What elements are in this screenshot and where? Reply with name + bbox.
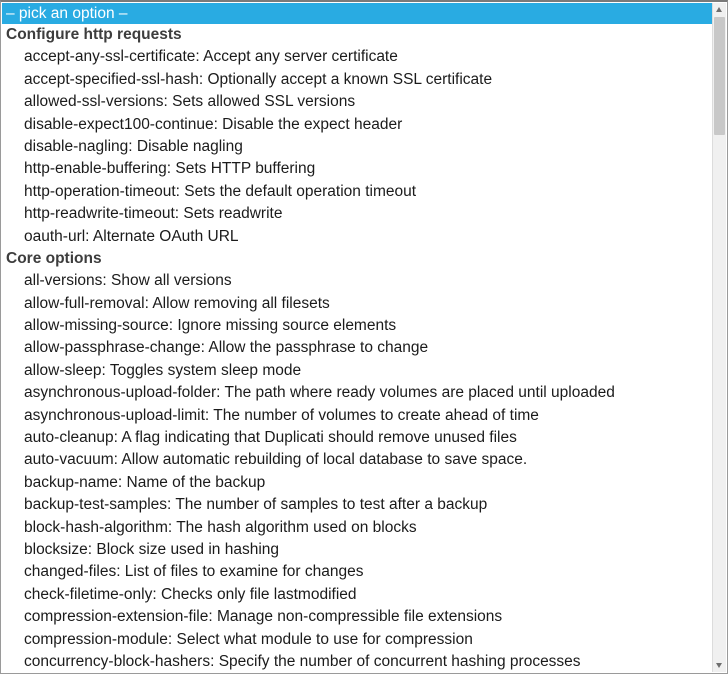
list-item[interactable]: backup-test-samples: The number of samples to test after a backup: [24, 496, 488, 514]
list-item[interactable]: check-filetime-only: Checks only file lastmodified: [24, 585, 357, 603]
list-item[interactable]: allowed-ssl-versions: Sets allowed SSL versions: [24, 93, 356, 111]
list-item[interactable]: accept-any-ssl-certificate: Accept any server certificate: [24, 48, 398, 66]
list-item[interactable]: compression-extension-file: Manage non-compressible file extensions: [24, 608, 503, 626]
optgroup-label-http-requests: Configure http requests: [6, 26, 182, 43]
optgroup-label-core-options: Core options: [6, 249, 102, 267]
list-item[interactable]: concurrency-block-hashers: Specify the number of concurrent hashing processes: [24, 652, 581, 670]
list-item[interactable]: http-operation-timeout: Sets the default operation timeout: [24, 182, 417, 200]
list-item[interactable]: block-hash-algorithm: The hash algorithm used on blocks: [24, 518, 417, 536]
list-item[interactable]: disable-nagling: Disable nagling: [24, 137, 243, 155]
list-item[interactable]: allow-full-removal: Allow removing all filesets: [24, 294, 330, 312]
list-item[interactable]: accept-specified-ssl-hash: Optionally accept a known SSL certificate: [24, 70, 493, 88]
list-item[interactable]: http-readwrite-timeout: Sets readwrite: [24, 205, 283, 223]
list-item[interactable]: compression-module: Select what module to use for compression: [24, 630, 473, 648]
vertical-scrollbar[interactable]: [712, 3, 726, 672]
list-item[interactable]: oauth-url: Alternate OAuth URL: [24, 227, 239, 245]
list-item[interactable]: asynchronous-upload-folder: The path where ready volumes are placed until uploaded: [24, 384, 615, 402]
scroll-down-arrow-icon[interactable]: [713, 659, 726, 672]
list-item[interactable]: changed-files: List of files to examine for changes: [24, 563, 364, 581]
list-item[interactable]: asynchronous-upload-limit: The number of volumes to create ahead of time: [24, 406, 539, 424]
list-item[interactable]: allow-missing-source: Ignore missing source elements: [24, 317, 397, 335]
list-item[interactable]: disable-expect100-continue: Disable the expect header: [24, 115, 403, 133]
list-item[interactable]: auto-cleanup: A flag indicating that Duplicati should remove unused files: [24, 429, 517, 447]
list-item[interactable]: backup-name: Name of the backup: [24, 473, 266, 491]
list-item[interactable]: http-enable-buffering: Sets HTTP buffering: [24, 160, 316, 178]
list-item[interactable]: all-versions: Show all versions: [24, 272, 232, 290]
option-placeholder[interactable]: – pick an option –: [2, 3, 712, 24]
option-list[interactable]: [2, 3, 712, 672]
scrollbar-thumb[interactable]: [714, 17, 725, 135]
list-item[interactable]: auto-vacuum: Allow automatic rebuilding of local database to save space.: [24, 451, 528, 469]
scroll-up-arrow-icon[interactable]: [713, 3, 726, 16]
list-item[interactable]: blocksize: Block size used in hashing: [24, 540, 280, 558]
list-item[interactable]: allow-sleep: Toggles system sleep mode: [24, 361, 302, 379]
list-item[interactable]: allow-passphrase-change: Allow the passphrase to change: [24, 339, 429, 357]
